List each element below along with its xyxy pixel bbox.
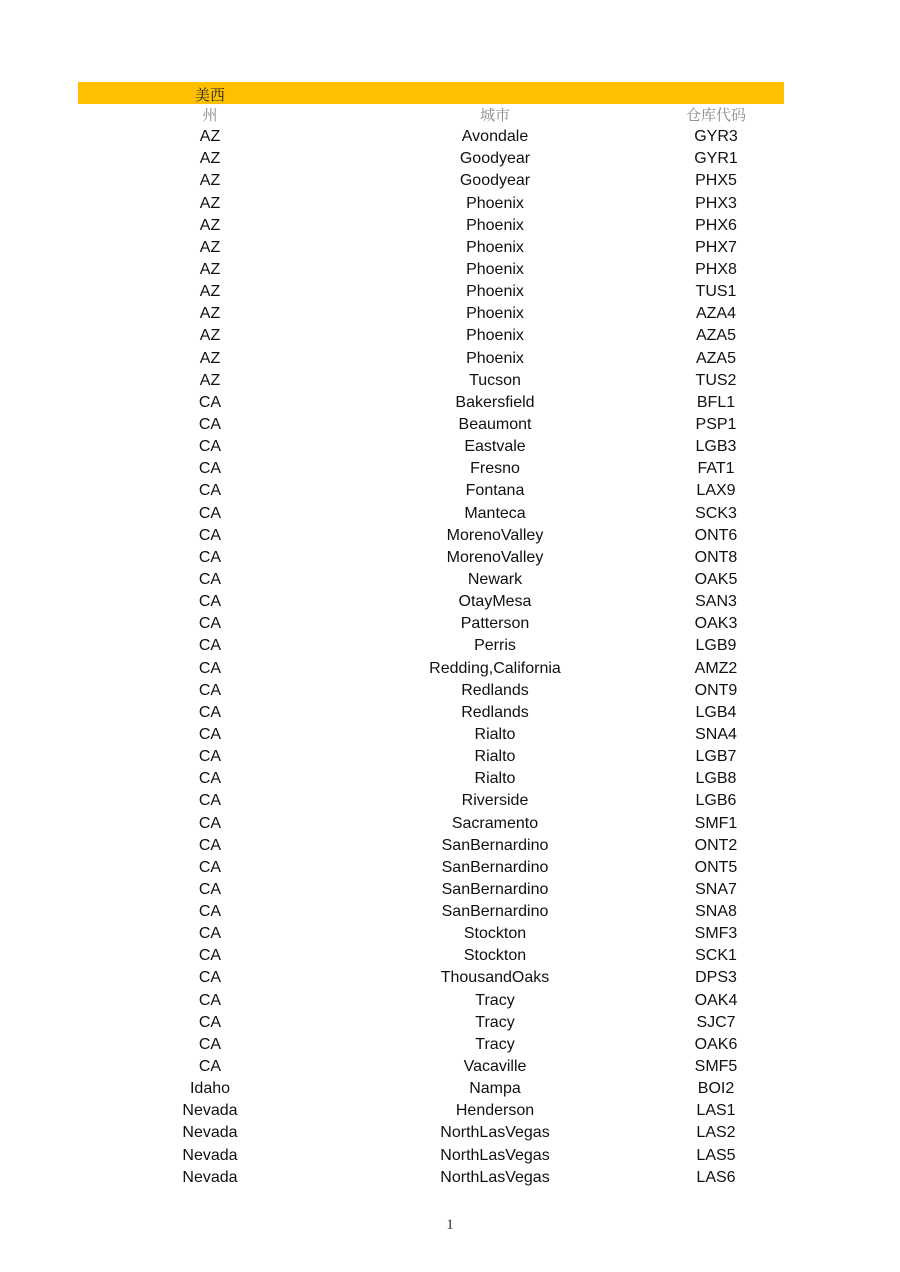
- table-row: [78, 835, 784, 857]
- table-row: [78, 303, 784, 325]
- header-state: 州: [202, 106, 218, 124]
- table-row: [78, 569, 784, 591]
- cell-state: Nevada: [182, 1102, 238, 1120]
- cell-state: CA: [198, 504, 222, 522]
- cell-state: CA: [198, 393, 222, 411]
- cell-state: CA: [198, 659, 222, 677]
- table-row: [78, 547, 784, 569]
- cell-code: OAK5: [694, 570, 738, 588]
- cell-code: ONT2: [694, 836, 738, 854]
- cell-state: AZ: [199, 260, 221, 278]
- table-row: [78, 945, 784, 967]
- cell-city: Stockton: [463, 925, 527, 943]
- cell-state: CA: [198, 725, 222, 743]
- region-banner: [78, 82, 784, 104]
- table-row: [78, 170, 784, 192]
- table-row: [78, 281, 784, 303]
- cell-state: AZ: [199, 327, 221, 345]
- cell-state: CA: [198, 438, 222, 456]
- cell-state: CA: [198, 748, 222, 766]
- cell-code: SCK1: [695, 947, 737, 965]
- cell-city: OtayMesa: [458, 593, 532, 611]
- cell-code: BOI2: [697, 1080, 735, 1098]
- cell-city: Riverside: [461, 792, 529, 810]
- cell-state: AZ: [199, 349, 221, 367]
- cell-state: AZ: [199, 371, 221, 389]
- cell-city: Phoenix: [466, 216, 524, 234]
- cell-code: AZA5: [695, 327, 736, 345]
- cell-code: LGB4: [695, 703, 737, 721]
- table-row: [78, 857, 784, 879]
- table-row: [78, 967, 784, 989]
- table-row: [78, 1122, 784, 1144]
- cell-city: NorthLasVegas: [440, 1146, 550, 1164]
- cell-state: CA: [198, 836, 222, 854]
- table-row: [78, 1167, 784, 1189]
- cell-state: Nevada: [182, 1146, 238, 1164]
- cell-city: ThousandOaks: [440, 969, 550, 987]
- cell-code: LGB8: [695, 770, 737, 788]
- cell-state: CA: [198, 770, 222, 788]
- cell-code: PHX5: [695, 172, 737, 190]
- cell-state: CA: [198, 482, 222, 500]
- cell-code: GYR3: [694, 128, 738, 146]
- cell-state: CA: [198, 1013, 222, 1031]
- cell-code: SMF1: [694, 814, 738, 832]
- cell-code: AMZ2: [694, 659, 738, 677]
- cell-state: CA: [198, 460, 222, 478]
- table-row: [78, 458, 784, 480]
- cell-code: PSP1: [695, 415, 737, 433]
- cell-code: LAS1: [696, 1102, 736, 1120]
- table-row: [78, 879, 784, 901]
- cell-code: ONT8: [694, 548, 738, 566]
- table-row: [78, 259, 784, 281]
- cell-city: Rialto: [474, 748, 516, 766]
- cell-state: AZ: [199, 194, 221, 212]
- cell-code: SAN3: [695, 593, 737, 611]
- table-row: [78, 392, 784, 414]
- cell-code: LGB6: [695, 792, 737, 810]
- cell-city: Phoenix: [466, 327, 524, 345]
- cell-state: CA: [198, 415, 222, 433]
- cell-state: AZ: [199, 238, 221, 256]
- table-row: [78, 126, 784, 148]
- table-row: [78, 680, 784, 702]
- cell-code: FAT1: [697, 460, 735, 478]
- cell-state: CA: [198, 548, 222, 566]
- cell-code: LGB7: [695, 748, 737, 766]
- cell-state: AZ: [199, 128, 221, 146]
- table-row: [78, 658, 784, 680]
- table-row: [78, 702, 784, 724]
- cell-city: Goodyear: [459, 150, 531, 168]
- cell-state: AZ: [199, 216, 221, 234]
- page-number: 1: [446, 1217, 454, 1233]
- cell-city: Phoenix: [466, 260, 524, 278]
- cell-city: Tracy: [475, 991, 515, 1009]
- cell-code: SNA4: [695, 725, 737, 743]
- cell-city: Rialto: [474, 770, 516, 788]
- cell-code: TUS1: [695, 283, 737, 301]
- cell-state: CA: [198, 1035, 222, 1053]
- cell-code: OAK4: [694, 991, 738, 1009]
- cell-state: CA: [198, 703, 222, 721]
- cell-city: Fresno: [470, 460, 520, 478]
- cell-city: SanBernardino: [441, 903, 549, 921]
- cell-city: Manteca: [464, 504, 526, 522]
- table-row: [78, 215, 784, 237]
- cell-state: AZ: [199, 283, 221, 301]
- cell-city: Beaumont: [458, 415, 532, 433]
- cell-code: LAX9: [696, 482, 736, 500]
- cell-code: ONT6: [694, 526, 738, 544]
- cell-state: CA: [198, 991, 222, 1009]
- cell-state: CA: [198, 681, 222, 699]
- cell-city: Stockton: [463, 947, 527, 965]
- cell-code: PHX8: [695, 260, 737, 278]
- cell-city: Bakersfield: [455, 393, 535, 411]
- table-row: [78, 790, 784, 812]
- cell-code: SMF5: [694, 1058, 738, 1076]
- region-title: 美西: [194, 86, 225, 104]
- cell-code: AZA5: [695, 349, 736, 367]
- table-row: [78, 923, 784, 945]
- table-row: [78, 370, 784, 392]
- cell-code: DPS3: [695, 969, 737, 987]
- table-row: [78, 480, 784, 502]
- cell-code: SMF3: [694, 925, 738, 943]
- table-row: [78, 901, 784, 923]
- table-row: [78, 325, 784, 347]
- cell-city: Tucson: [469, 371, 521, 389]
- cell-city: MorenoValley: [446, 526, 544, 544]
- cell-city: NorthLasVegas: [440, 1124, 550, 1142]
- table-row: [78, 1012, 784, 1034]
- table-row: [78, 768, 784, 790]
- warehouse-table: [78, 82, 784, 1189]
- cell-city: MorenoValley: [446, 548, 544, 566]
- cell-city: Redlands: [461, 681, 529, 699]
- cell-code: PHX7: [695, 238, 737, 256]
- cell-city: Sacramento: [451, 814, 539, 832]
- cell-code: OAK3: [694, 615, 738, 633]
- cell-state: CA: [198, 969, 222, 987]
- cell-code: GYR1: [694, 150, 738, 168]
- table-row: [78, 1145, 784, 1167]
- cell-state: CA: [198, 1058, 222, 1076]
- cell-code: ONT9: [694, 681, 738, 699]
- cell-city: Patterson: [460, 615, 530, 633]
- cell-state: CA: [198, 858, 222, 876]
- cell-code: LGB3: [695, 438, 737, 456]
- cell-state: Idaho: [189, 1080, 231, 1098]
- cell-city: Phoenix: [466, 349, 524, 367]
- cell-code: LAS5: [696, 1146, 736, 1164]
- cell-city: Phoenix: [466, 283, 524, 301]
- cell-code: SCK3: [695, 504, 737, 522]
- cell-city: Eastvale: [464, 438, 526, 456]
- table-row: [78, 635, 784, 657]
- cell-code: TUS2: [695, 371, 737, 389]
- table-row: [78, 503, 784, 525]
- cell-state: CA: [198, 570, 222, 588]
- table-row: [78, 1078, 784, 1100]
- table-row: [78, 193, 784, 215]
- cell-state: CA: [198, 526, 222, 544]
- table-row: [78, 591, 784, 613]
- cell-state: Nevada: [182, 1124, 238, 1142]
- cell-code: SNA7: [695, 880, 737, 898]
- cell-city: Fontana: [465, 482, 525, 500]
- cell-state: AZ: [199, 305, 221, 323]
- cell-city: Goodyear: [459, 172, 531, 190]
- table-row: [78, 1034, 784, 1056]
- cell-state: CA: [198, 593, 222, 611]
- table-row: [78, 414, 784, 436]
- cell-state: CA: [198, 792, 222, 810]
- cell-city: Vacaville: [463, 1058, 527, 1076]
- cell-code: BFL1: [696, 393, 736, 411]
- cell-city: Redding,California: [429, 659, 561, 677]
- table-body: [78, 126, 784, 1189]
- cell-state: CA: [198, 925, 222, 943]
- table-row: [78, 1100, 784, 1122]
- cell-state: CA: [198, 947, 222, 965]
- table-row: [78, 1056, 784, 1078]
- cell-city: SanBernardino: [441, 858, 549, 876]
- table-row: [78, 813, 784, 835]
- cell-code: LAS2: [696, 1124, 736, 1142]
- cell-state: CA: [198, 903, 222, 921]
- cell-city: Redlands: [461, 703, 529, 721]
- header-code: 仓库代码: [685, 106, 746, 124]
- cell-code: SNA8: [695, 903, 737, 921]
- cell-state: CA: [198, 615, 222, 633]
- header-city: 城市: [479, 106, 510, 124]
- cell-state: CA: [198, 637, 222, 655]
- table-row: [78, 237, 784, 259]
- table-row: [78, 746, 784, 768]
- cell-code: AZA4: [695, 305, 736, 323]
- table-row: [78, 148, 784, 170]
- table-row: [78, 525, 784, 547]
- cell-state: CA: [198, 814, 222, 832]
- cell-code: OAK6: [694, 1035, 738, 1053]
- cell-state: Nevada: [182, 1168, 238, 1186]
- cell-city: SanBernardino: [441, 880, 549, 898]
- table-row: [78, 990, 784, 1012]
- cell-code: ONT5: [694, 858, 738, 876]
- cell-city: Phoenix: [466, 194, 524, 212]
- cell-city: Perris: [474, 637, 516, 655]
- table-row: [78, 436, 784, 458]
- cell-code: LGB9: [695, 637, 737, 655]
- cell-city: Nampa: [469, 1080, 521, 1098]
- table-row: [78, 724, 784, 746]
- cell-city: NorthLasVegas: [440, 1168, 550, 1186]
- cell-state: AZ: [199, 172, 221, 190]
- cell-state: AZ: [199, 150, 221, 168]
- cell-city: Phoenix: [466, 238, 524, 256]
- table-row: [78, 613, 784, 635]
- cell-city: Tracy: [475, 1035, 515, 1053]
- cell-city: Phoenix: [466, 305, 524, 323]
- table-row: [78, 348, 784, 370]
- cell-code: PHX3: [695, 194, 737, 212]
- cell-code: PHX6: [695, 216, 737, 234]
- cell-city: Tracy: [475, 1013, 515, 1031]
- cell-city: Henderson: [455, 1102, 535, 1120]
- header-row: [78, 104, 784, 126]
- cell-city: Newark: [467, 570, 523, 588]
- cell-code: LAS6: [696, 1168, 736, 1186]
- cell-code: SJC7: [696, 1013, 736, 1031]
- cell-city: Rialto: [474, 725, 516, 743]
- cell-city: SanBernardino: [441, 836, 549, 854]
- cell-state: CA: [198, 880, 222, 898]
- cell-city: Avondale: [461, 128, 529, 146]
